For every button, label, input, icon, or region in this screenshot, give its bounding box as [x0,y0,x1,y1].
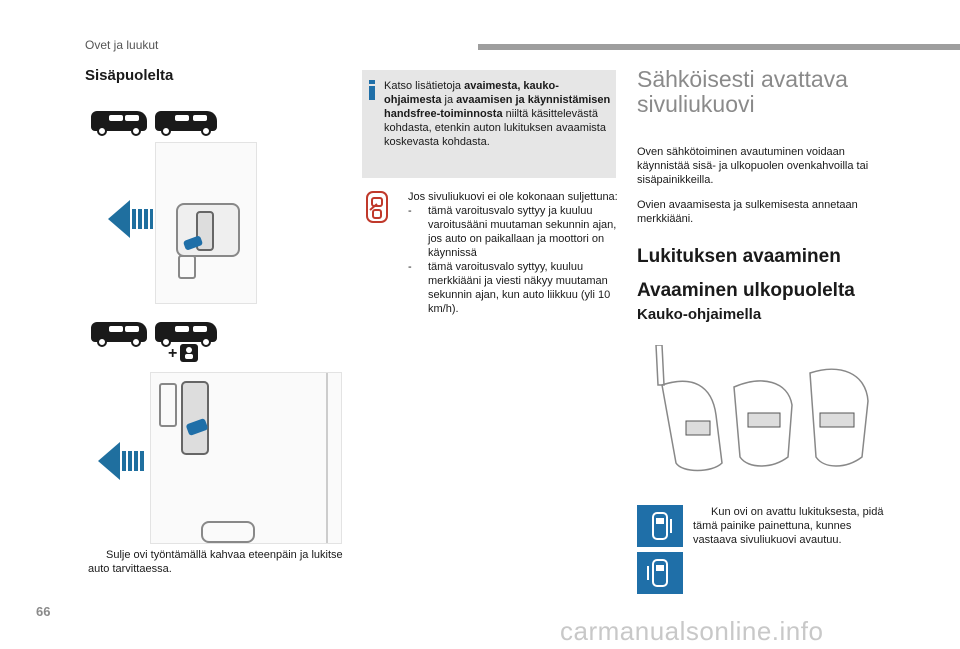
paragraph-1: Oven sähkötoiminen avautuminen voidaan käynnistää sisä- ja ulkopuolen ovenkahvoilla tai sisäpainikkeilla. [637,146,869,186]
van-short-icon-2 [91,322,147,342]
warning-intro: Jos sivuliukuovi ei ole kokonaan suljettuna: [408,191,618,203]
heading-unlocking: Lukituksen avaaminen [637,246,841,267]
plus-sign: + [168,345,178,362]
van-long-icon-2 [155,322,217,342]
info-text-bold: avaamisen ja käynnistämisen handsfree-toiminnosta [384,94,611,120]
door-open-warning-icon [365,190,389,224]
dash-glyph: - [408,205,412,217]
door-handle-illustration-upper [155,142,257,304]
warning-item-text: tämä varoitusvalo syttyy, kuuluu merkkiääni ja viesti näkyy muutaman sekunnin ajan, kun auto liikkuu (yli 10 km/h). [428,261,611,315]
section-title-inside: Sisäpuolelta [85,67,174,84]
warning-item-text: tämä varoitusvalo syttyy ja kuuluu varoitusääni muutaman sekunnin ajan, jos auto on paikallaan ja moottori on käynnissä [428,205,617,259]
arrow-left-icon-2 [98,440,148,482]
heading-remote: Kauko-ohjaimella [637,306,762,323]
info-text-part: ja [441,94,457,106]
warning-text [408,190,618,316]
section-header: Ovet ja luukut [85,38,159,52]
key-fobs-illustration [652,345,882,475]
van-long-icon [155,111,217,131]
close-door-instruction [88,548,348,576]
warning-item [408,204,618,260]
header-bar [478,44,960,50]
door-handle-illustration-lower [150,372,342,544]
remote-instruction [693,505,893,547]
sliding-door-left-button-icon [637,552,683,594]
child-seat-icon [180,344,198,362]
remote-instruction-text: Kun ovi on avattu lukituksesta, pidä tämä painike painettuna, kunnes vastaava sivuliukuovi avautuu. [693,506,884,546]
arrow-left-icon [108,198,154,240]
warning-item [408,260,618,316]
watermark: carmanualsonline.info [560,616,824,646]
sliding-door-right-button-icon [637,505,683,547]
info-text-bold: avaimesta, kauko-ohjaimesta [384,80,559,106]
info-text [384,79,612,149]
dash-glyph: - [408,261,412,273]
info-icon [368,80,376,100]
info-text-part: Katso lisätietoja [384,80,465,92]
info-text-part: niiltä käsittelevästä kohdasta, etenkin auton lukituksen avaamista koskevasta kohdasta. [384,108,606,148]
van-short-icon [91,111,147,131]
close-door-text: Sulje ovi työntämällä kahvaa eteenpäin ja lukitse auto tarvittaessa. [88,549,343,575]
paragraph-2: Ovien avaamisesta ja sulkemisesta annetaan merkkiääni. [637,199,858,225]
page-number: 66 [36,604,51,619]
chapter-title: Sähköisesti avattava sivuliukuovi [637,66,848,117]
heading-opening-outside: Avaaminen ulkopuolelta [637,280,855,301]
